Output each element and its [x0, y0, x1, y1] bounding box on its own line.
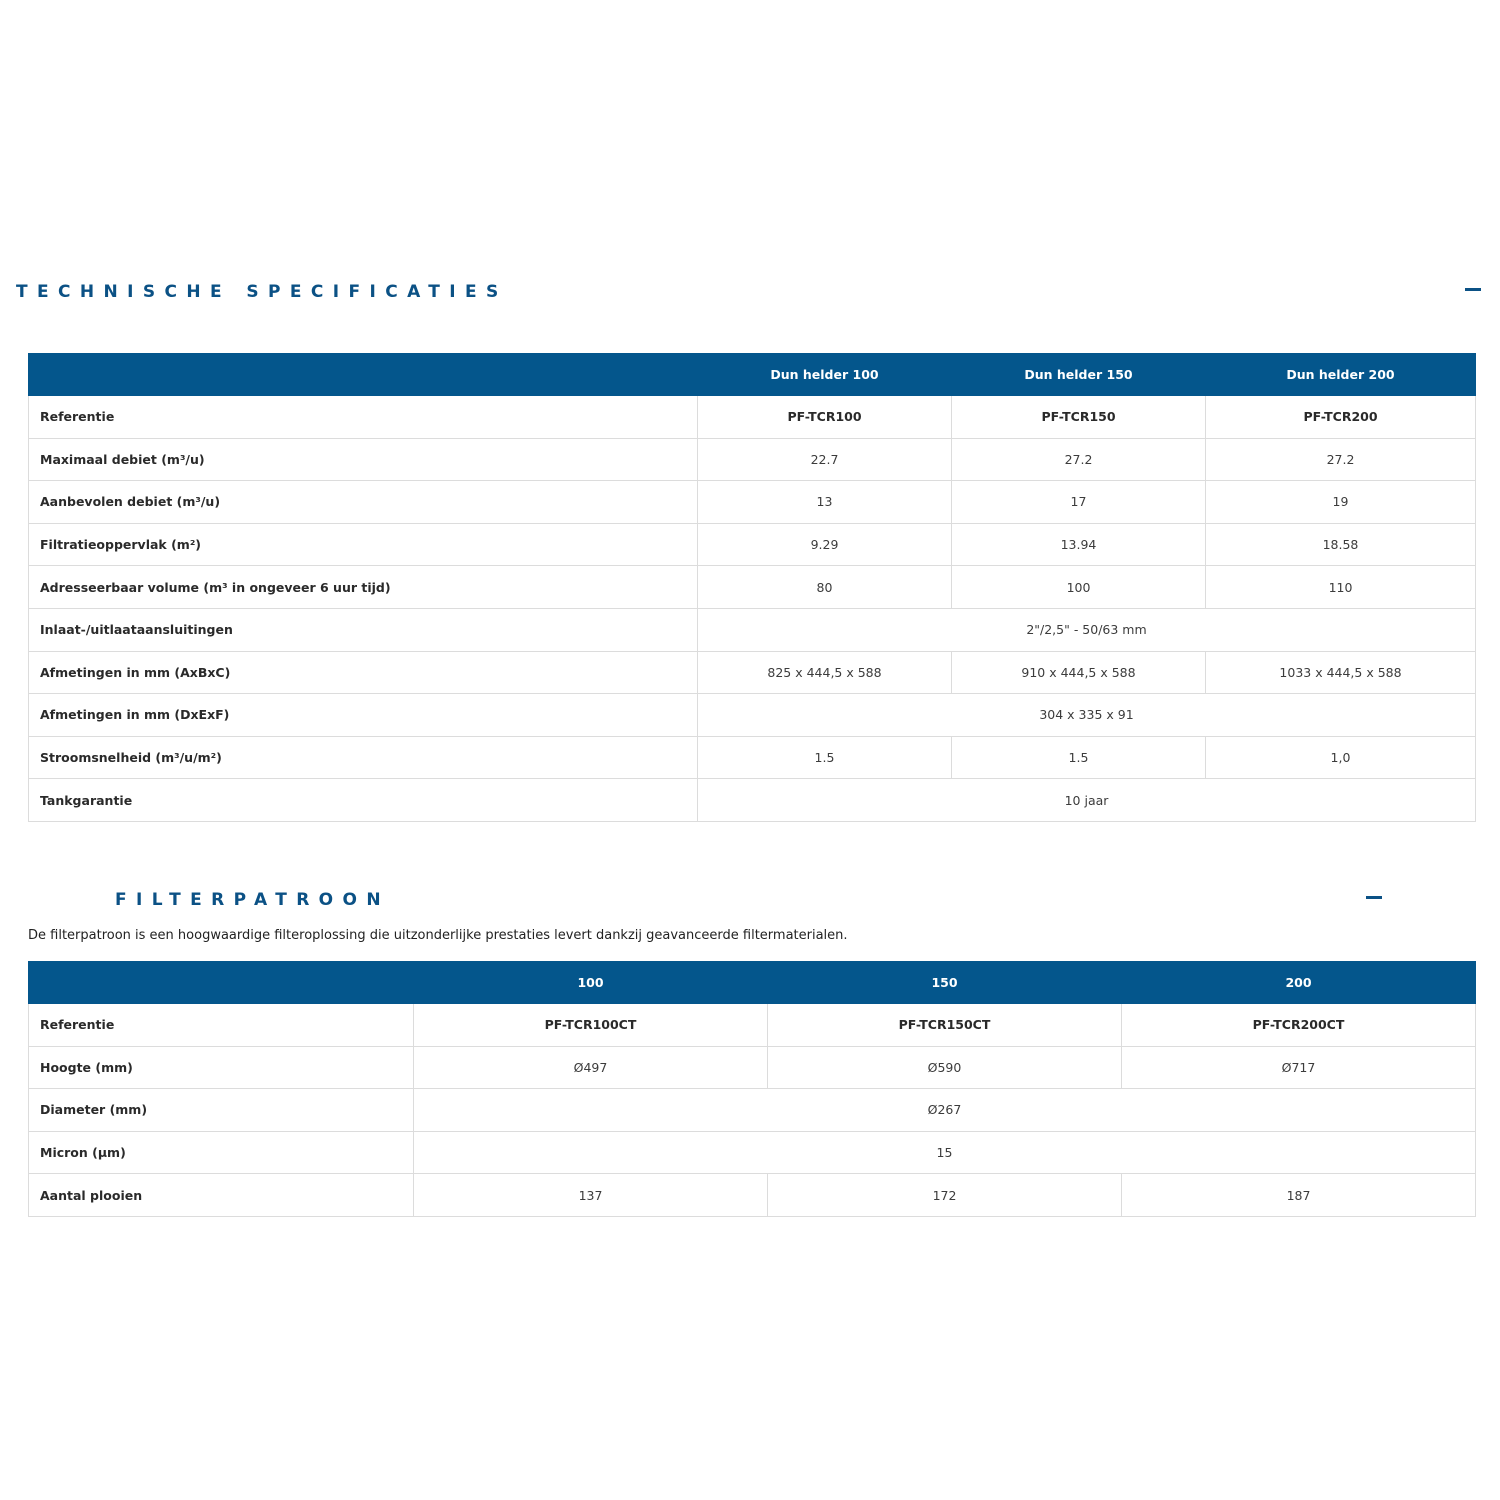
- row-label: Filtratieoppervlak (m²): [29, 523, 698, 566]
- cell-value-merged: 304 x 335 x 91: [698, 694, 1476, 737]
- cell-value: PF-TCR150CT: [768, 1004, 1122, 1047]
- table-row: [29, 523, 1476, 566]
- technical-header-model-100: Dun helder 100: [698, 354, 952, 396]
- cell-value: 27.2: [952, 438, 1206, 481]
- cell-value: 100: [952, 566, 1206, 609]
- cell-value: 1.5: [952, 736, 1206, 779]
- table-row: [29, 396, 1476, 439]
- cell-value: 1033 x 444,5 x 588: [1206, 651, 1476, 694]
- row-label: Stroomsnelheid (m³/u/m²): [29, 736, 698, 779]
- cell-value: 80: [698, 566, 952, 609]
- cell-value: 187: [1122, 1174, 1476, 1217]
- cell-value: 110: [1206, 566, 1476, 609]
- cell-value: Ø497: [414, 1046, 768, 1089]
- technical-table-header: [29, 354, 1476, 396]
- filter-header-label-col: [29, 962, 414, 1004]
- cell-value-merged: Ø267: [414, 1089, 1476, 1132]
- cell-value: 13.94: [952, 523, 1206, 566]
- cell-value: PF-TCR100CT: [414, 1004, 768, 1047]
- table-row: [29, 1004, 1476, 1047]
- cell-value-merged: 2"/2,5" - 50/63 mm: [698, 608, 1476, 651]
- cell-value: 17: [952, 481, 1206, 524]
- table-row: [29, 1131, 1476, 1174]
- cell-value: 22.7: [698, 438, 952, 481]
- filter-section-title: FILTERPATROON: [115, 890, 391, 910]
- filter-header-size-100: 100: [414, 962, 768, 1004]
- filter-description: De filterpatroon is een hoogwaardige filteroplossing die uitzonderlijke prestaties levert dankzij geavanceerde filtermaterialen.: [28, 928, 848, 943]
- table-row: [29, 694, 1476, 737]
- cell-value: 19: [1206, 481, 1476, 524]
- table-row: [29, 736, 1476, 779]
- cell-value: 172: [768, 1174, 1122, 1217]
- cell-value: PF-TCR150: [952, 396, 1206, 439]
- row-label: Aanbevolen debiet (m³/u): [29, 481, 698, 524]
- row-label: Diameter (mm): [29, 1089, 414, 1132]
- cell-value: PF-TCR200: [1206, 396, 1476, 439]
- filter-collapse-minus-icon[interactable]: [1366, 896, 1382, 899]
- filter-table-header: [29, 962, 1476, 1004]
- technical-header-model-200: Dun helder 200: [1206, 354, 1476, 396]
- cell-value: 910 x 444,5 x 588: [952, 651, 1206, 694]
- technical-collapse-minus-icon[interactable]: [1465, 288, 1481, 291]
- cell-value: Ø717: [1122, 1046, 1476, 1089]
- technical-header-label-col: [29, 354, 698, 396]
- row-label: Tankgarantie: [29, 779, 698, 822]
- technical-spec-table: [28, 353, 1476, 822]
- table-row: [29, 1089, 1476, 1132]
- cell-value: Ø590: [768, 1046, 1122, 1089]
- filter-header-size-200: 200: [1122, 962, 1476, 1004]
- cell-value: PF-TCR100: [698, 396, 952, 439]
- technical-header-model-150: Dun helder 150: [952, 354, 1206, 396]
- cell-value: 137: [414, 1174, 768, 1217]
- row-label: Afmetingen in mm (AxBxC): [29, 651, 698, 694]
- row-label: Maximaal debiet (m³/u): [29, 438, 698, 481]
- table-row: [29, 651, 1476, 694]
- row-label: Aantal plooien: [29, 1174, 414, 1217]
- filter-spec-table: [28, 961, 1476, 1217]
- row-label: Micron (µm): [29, 1131, 414, 1174]
- cell-value: 13: [698, 481, 952, 524]
- filter-header-size-150: 150: [768, 962, 1122, 1004]
- table-row: [29, 438, 1476, 481]
- row-label: Referentie: [29, 1004, 414, 1047]
- cell-value: 825 x 444,5 x 588: [698, 651, 952, 694]
- cell-value-merged: 10 jaar: [698, 779, 1476, 822]
- cell-value: 27.2: [1206, 438, 1476, 481]
- row-label: Hoogte (mm): [29, 1046, 414, 1089]
- table-row: [29, 779, 1476, 822]
- table-row: [29, 1174, 1476, 1217]
- table-row: [29, 608, 1476, 651]
- cell-value: 1.5: [698, 736, 952, 779]
- cell-value: PF-TCR200CT: [1122, 1004, 1476, 1047]
- technical-section-title: TECHNISCHE SPECIFICATIES: [16, 282, 508, 302]
- cell-value: 18.58: [1206, 523, 1476, 566]
- table-row: [29, 1046, 1476, 1089]
- row-label: Adresseerbaar volume (m³ in ongeveer 6 uur tijd): [29, 566, 698, 609]
- table-row: [29, 566, 1476, 609]
- cell-value: 1,0: [1206, 736, 1476, 779]
- row-label: Inlaat-/uitlaataansluitingen: [29, 608, 698, 651]
- row-label: Afmetingen in mm (DxExF): [29, 694, 698, 737]
- cell-value-merged: 15: [414, 1131, 1476, 1174]
- table-row: [29, 481, 1476, 524]
- cell-value: 9.29: [698, 523, 952, 566]
- row-label: Referentie: [29, 396, 698, 439]
